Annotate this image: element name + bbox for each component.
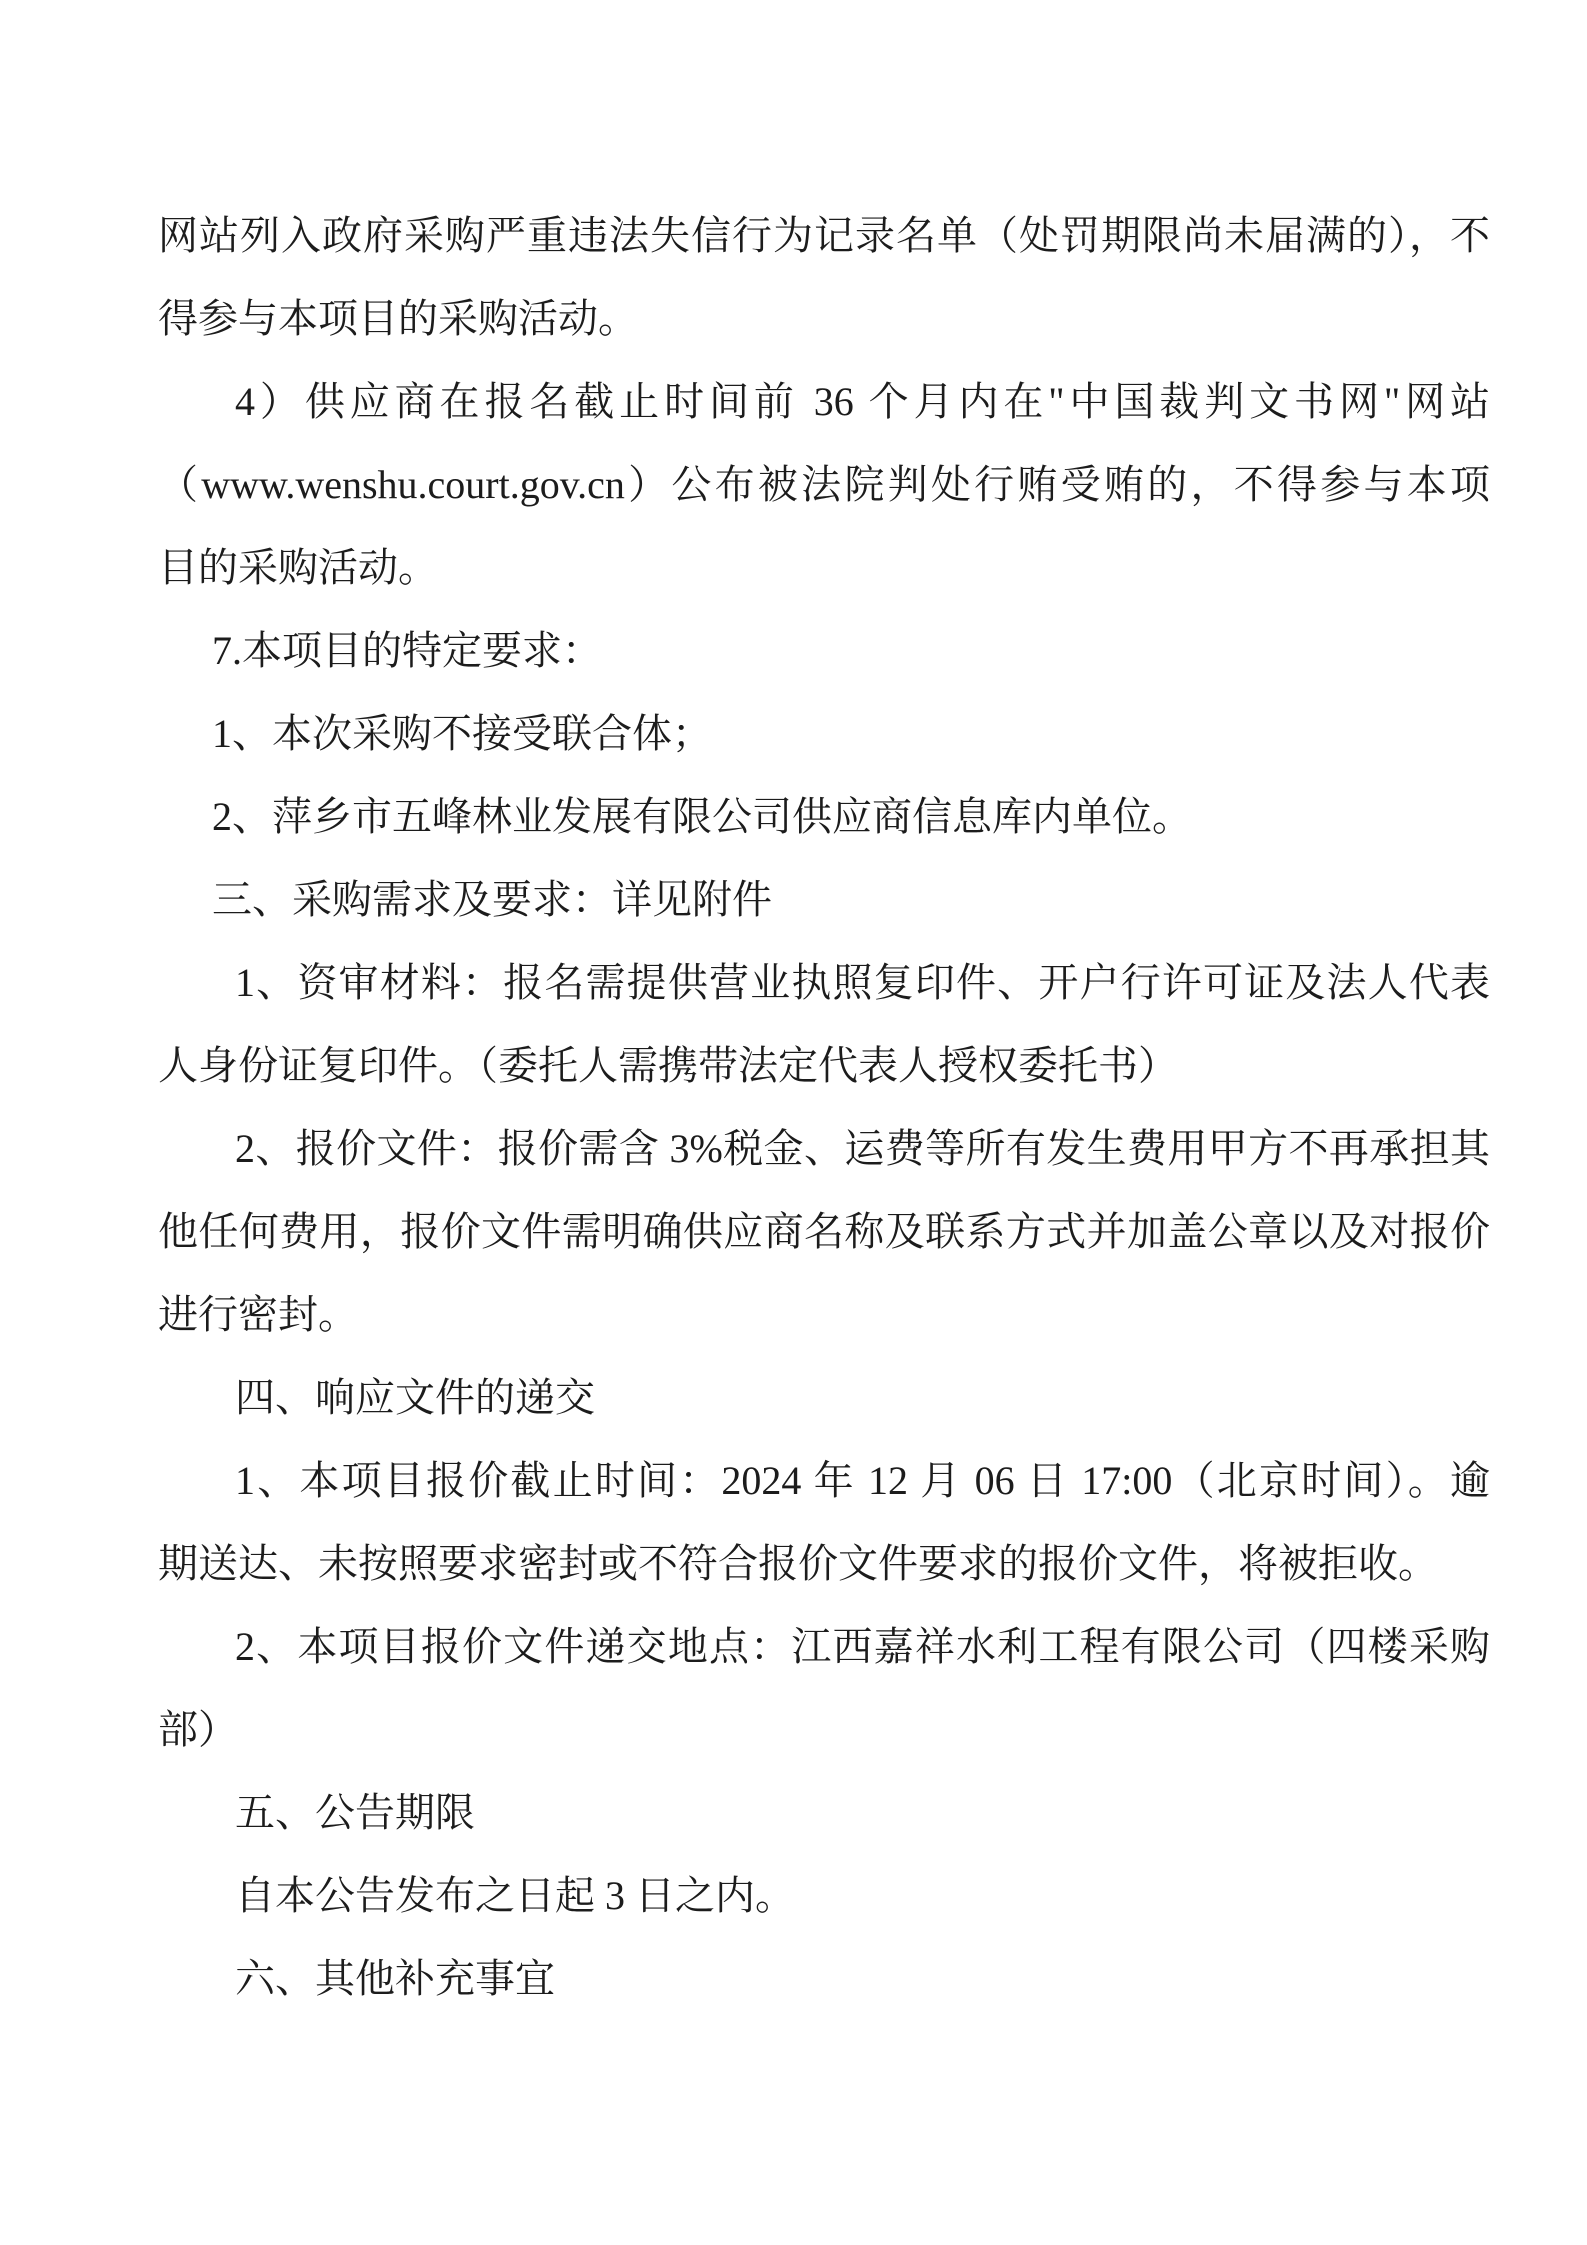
doc-line: 目的采购活动。: [158, 545, 438, 590]
doc-line: 自本公告发布之日起 3 日之内。: [235, 1873, 795, 1918]
doc-line: 得参与本项目的采购活动。: [158, 296, 638, 341]
doc-line: 2、萍乡市五峰林业发展有限公司供应商信息库内单位。: [212, 794, 1192, 839]
doc-line: 期送达、未按照要求密封或不符合报价文件要求的报价文件，将被拒收。: [158, 1541, 1438, 1586]
doc-line: 1、资审材料：报名需提供营业执照复印件、开户行许可证及法人代表: [235, 960, 1490, 1005]
doc-line: （www.wenshu.court.gov.cn）公布被法院判处行贿受贿的，不得参与本项: [158, 462, 1490, 507]
doc-line: 2、报价文件：报价需含 3%税金、运费等所有发生费用甲方不再承担其: [235, 1126, 1490, 1171]
doc-line: 1、本次采购不接受联合体；: [212, 711, 712, 756]
doc-line: 六、其他补充事宜: [235, 1956, 555, 2001]
doc-line: 进行密封。: [158, 1292, 358, 1337]
doc-line: 四、响应文件的递交: [235, 1375, 595, 1420]
doc-line: 五、公告期限: [235, 1790, 475, 1835]
doc-line: 三、采购需求及要求：详见附件: [212, 877, 772, 922]
doc-line: 4）供应商在报名截止时间前 36 个月内在"中国裁判文书网"网站: [235, 379, 1490, 424]
doc-line: 网站列入政府采购严重违法失信行为记录名单（处罚期限尚未届满的），不: [158, 213, 1490, 258]
doc-line: 7.本项目的特定要求：: [212, 628, 602, 673]
doc-line: 1、本项目报价截止时间：2024 年 12 月 06 日 17:00（北京时间）。逾: [235, 1458, 1490, 1503]
doc-line: 人身份证复印件。（委托人需携带法定代表人授权委托书）: [158, 1043, 1178, 1088]
doc-line: 部）: [158, 1707, 238, 1752]
doc-line: 2、本项目报价文件递交地点：江西嘉祥水利工程有限公司（四楼采购: [235, 1624, 1490, 1669]
doc-line: 他任何费用，报价文件需明确供应商名称及联系方式并加盖公章以及对报价: [158, 1209, 1490, 1254]
document-text-block: [158, 194, 1490, 2020]
